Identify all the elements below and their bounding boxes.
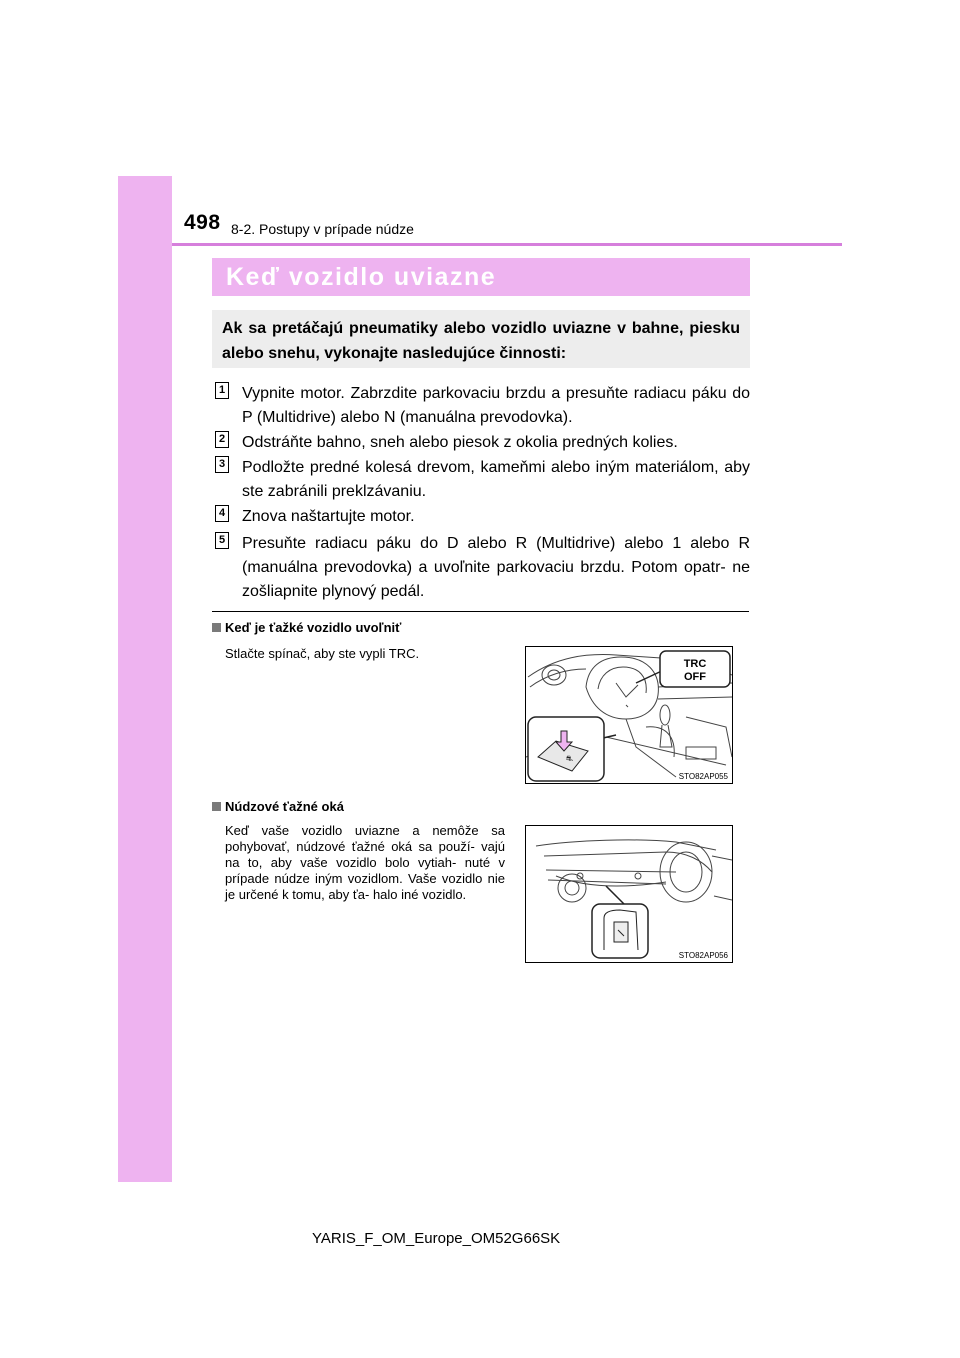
step-1 xyxy=(215,382,750,430)
step-text: Znova naštartujte motor. xyxy=(242,508,415,525)
note-heading-text: Núdzové ťažné oká xyxy=(225,799,344,814)
step-4 xyxy=(215,505,750,529)
page-footer: YARIS_F_OM_Europe_OM52G66SK xyxy=(312,1230,561,1247)
bullet-square-icon xyxy=(212,623,221,632)
towing-eyelet-figure xyxy=(525,825,733,963)
trc-switch-icon: ⛐ xyxy=(566,754,573,763)
figure-code: STO82AP056 xyxy=(678,951,728,960)
section-title: Keď vozidlo uviazne xyxy=(226,262,497,291)
step-text: Podložte predné kolesá drevom, kameňmi alebo iným materiálom, aby ste zabránili preklzávaniu. xyxy=(242,459,750,500)
step-2 xyxy=(215,431,750,455)
trc-switch-figure xyxy=(525,646,733,784)
note-text-towing: Keď vaše vozidlo uviazne a nemôže sa pohybovať, núdzové ťažné oká sa použí- vajú na to, aby vaše vozidlo bolo vytiah- nuté v prípade núdze iným vozidlom. Vaše vozidlo nie je určené k tomu, aby ťa- halo iné vozidlo. xyxy=(225,823,505,902)
header-rule xyxy=(172,243,842,246)
step-3 xyxy=(215,456,750,504)
intro-text: Ak sa pretáčajú pneumatiky alebo vozidlo uviazne v bahne, piesku alebo snehu, vykonajte nasledujúce činnosti: xyxy=(222,320,740,362)
trc-label-line1: TRC xyxy=(683,658,707,670)
page-number: 498 xyxy=(184,211,221,234)
vehicle-underside-illustration xyxy=(526,826,732,962)
page-sidebar-tab xyxy=(118,176,172,1182)
step-number-badge: 1 xyxy=(215,382,229,399)
trc-label-line2: OFF xyxy=(684,671,706,683)
note-heading-trc xyxy=(212,620,401,635)
section-title-bar xyxy=(212,258,750,296)
step-number-badge: 5 xyxy=(215,532,229,549)
intro-box xyxy=(212,310,750,368)
step-number-badge: 2 xyxy=(215,431,229,448)
step-text: Vypnite motor. Zabrzdite parkovaciu brzdu a presuňte radiacu páku do P (Multidrive) alebo N (manuálna prevodovka). xyxy=(242,385,750,426)
figure-code: STO82AP055 xyxy=(678,772,728,781)
step-number-badge: 3 xyxy=(215,456,229,473)
dashboard-illustration xyxy=(526,647,732,783)
note-heading-towing xyxy=(212,799,344,814)
note-text-trc: Stlačte spínač, aby ste vypli TRC. xyxy=(225,646,420,661)
step-text: Odstráňte bahno, sneh alebo piesok z okolia predných kolies. xyxy=(242,434,678,451)
chapter-title: 8-2. Postupy v prípade núdze xyxy=(231,221,414,237)
bullet-square-icon xyxy=(212,802,221,811)
note-heading-text: Keď je ťažké vozidlo uvoľniť xyxy=(225,620,402,635)
step-text: Presuňte radiacu páku do D alebo R (Multidrive) alebo 1 alebo R (manuálna prevodovka) a uvoľnite parkovaciu brzdu. Potom opatr- ne zošliapnite plynový pedál. xyxy=(242,535,750,600)
step-5 xyxy=(215,532,750,604)
section-divider xyxy=(212,611,749,612)
step-number-badge: 4 xyxy=(215,505,229,522)
